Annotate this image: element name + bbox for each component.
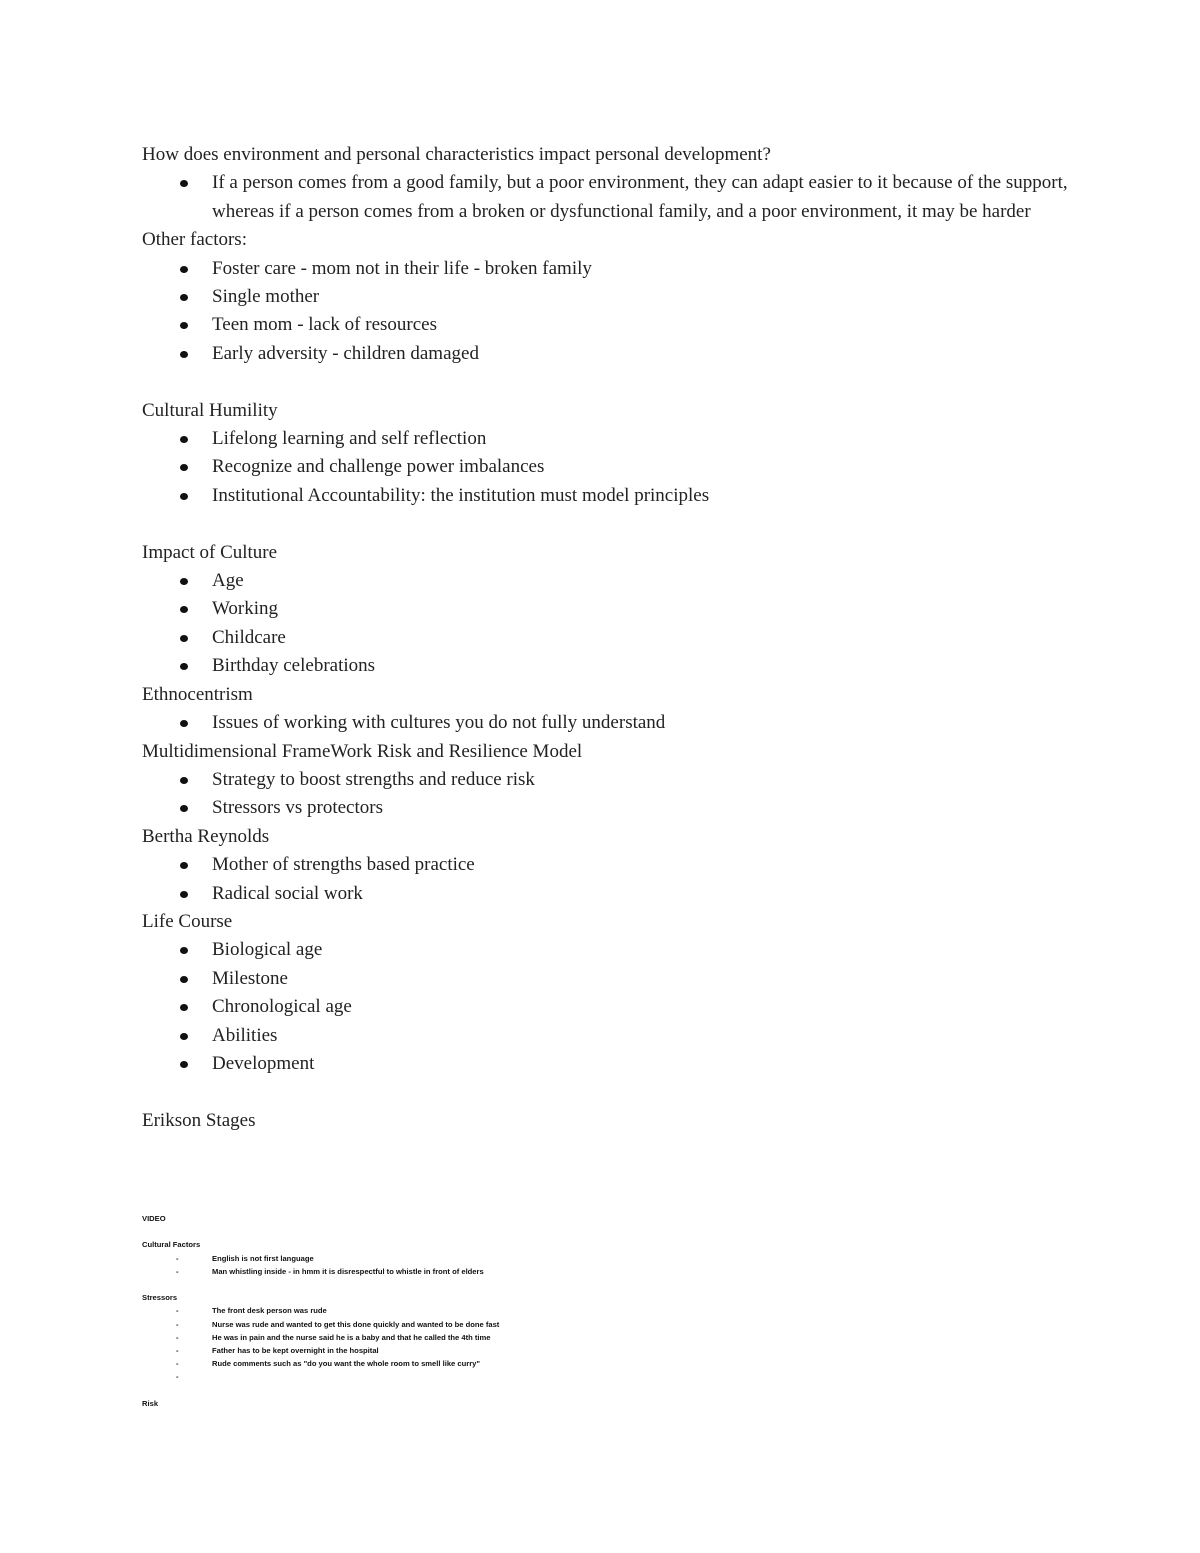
other-factors-list <box>142 255 1102 369</box>
list-item: Recognize and challenge power imbalances <box>212 453 1102 481</box>
list-item: - Man whistling inside - in hmm it is disrespectful to whistle in front of elders <box>212 1265 1042 1278</box>
list-item: Childcare <box>212 624 1102 652</box>
spacer <box>142 368 1102 396</box>
spacer <box>142 1078 1102 1106</box>
list-item: Lifelong learning and self reflection <box>212 425 1102 453</box>
cultural-factors-list <box>142 1252 1042 1278</box>
list-item: Early adversity - children damaged <box>212 340 1102 368</box>
multidimensional-list <box>142 766 1102 823</box>
list-item: Milestone <box>212 965 1102 993</box>
list-item: Chronological age <box>212 993 1102 1021</box>
multidimensional-heading: Multidimensional FrameWork Risk and Resilience Model <box>142 740 583 762</box>
spacer <box>142 510 1102 538</box>
list-item: Mother of strengths based practice <box>212 851 1102 879</box>
impact-of-culture-list <box>142 567 1102 681</box>
list-item: - He was in pain and the nurse said he is a baby and that he called the 4th time <box>212 1331 1042 1344</box>
list-item: - Nurse was rude and wanted to get this done quickly and wanted to be done fast <box>212 1318 1042 1331</box>
list-item: Biological age <box>212 936 1102 964</box>
stressors-list <box>142 1304 1042 1383</box>
video-notes <box>142 1212 1042 1410</box>
ethnocentrism-list <box>142 709 1102 737</box>
impact-of-culture-heading: Impact of Culture <box>142 541 278 563</box>
list-item: - English is not first language <box>212 1252 1042 1265</box>
risk-heading: Risk <box>142 1398 159 1408</box>
cultural-humility-heading: Cultural Humility <box>142 399 278 421</box>
other-factors-heading: Other factors: <box>142 229 247 251</box>
list-item: Teen mom - lack of resources <box>212 311 1102 339</box>
list-item <box>212 1370 1042 1383</box>
video-heading: VIDEO <box>142 1214 166 1223</box>
ethnocentrism-heading: Ethnocentrism <box>142 683 253 705</box>
list-item: Stressors vs protectors <box>212 794 1102 822</box>
bertha-reynolds-list <box>142 851 1102 908</box>
list-item: Development <box>212 1050 1102 1078</box>
life-course-list <box>142 936 1102 1078</box>
list-item: Foster care - mom not in their life - broken family <box>212 255 1102 283</box>
list-item: Strategy to boost strengths and reduce risk <box>212 766 1102 794</box>
spacer <box>142 1278 1042 1291</box>
list-item: Working <box>212 595 1102 623</box>
list-item: - The front desk person was rude <box>212 1304 1042 1317</box>
list-item: - Rude comments such as "do you want the whole room to smell like curry" <box>212 1357 1042 1370</box>
list-item: Issues of working with cultures you do not fully understand <box>212 709 1102 737</box>
list-item: Abilities <box>212 1022 1102 1050</box>
list-item: Radical social work <box>212 880 1102 908</box>
notes-body <box>142 141 1102 1135</box>
list-item: If a person comes from a good family, but a poor environment, they can adapt easier to it because of the support, whereas if a person comes from a broken or dysfunctional family, and a poor environment, it may be harder <box>212 169 1102 226</box>
life-course-heading: Life Course <box>142 910 233 932</box>
stressors-heading: Stressors <box>142 1293 178 1303</box>
question-list <box>142 169 1102 226</box>
spacer <box>142 1384 1042 1397</box>
list-item: Single mother <box>212 283 1102 311</box>
question-heading: How does environment and personal characteristics impact personal development? <box>142 144 771 165</box>
list-item: Institutional Accountability: the institution must model principles <box>212 482 1102 510</box>
cultural-humility-list <box>142 425 1102 510</box>
list-item: Birthday celebrations <box>212 652 1102 680</box>
list-item: - Father has to be kept overnight in the hospital <box>212 1344 1042 1357</box>
erikson-stages-heading: Erikson Stages <box>142 1109 256 1131</box>
cultural-factors-heading: Cultural Factors <box>142 1240 201 1250</box>
spacer <box>142 1225 1042 1238</box>
list-item: Age <box>212 567 1102 595</box>
bertha-reynolds-heading: Bertha Reynolds <box>142 825 270 847</box>
